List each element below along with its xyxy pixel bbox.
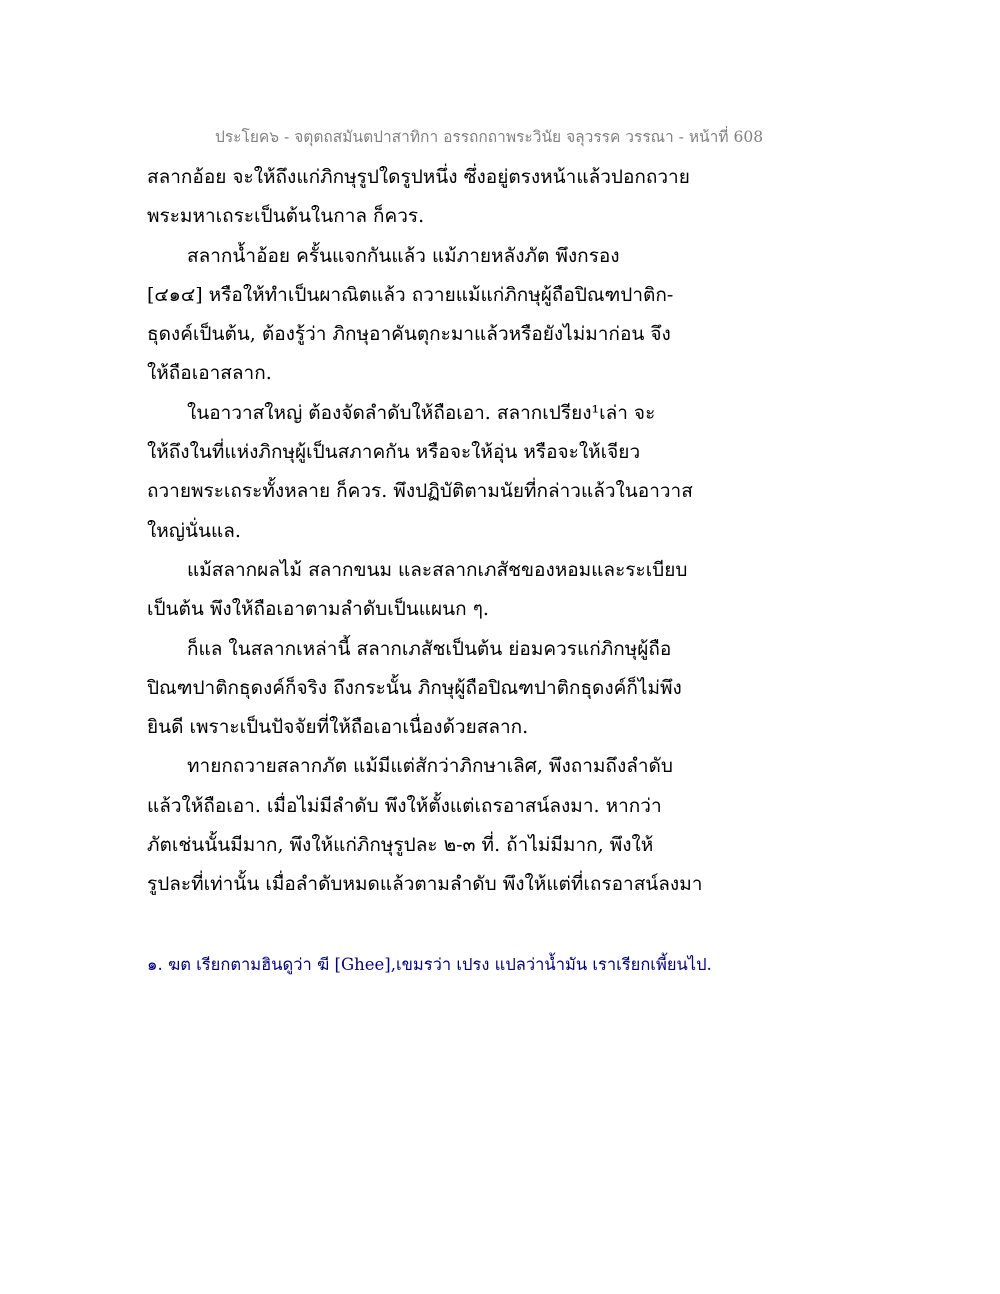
text-line: ใหญ่นั่นแล. (147, 519, 241, 542)
text-line: ในอาวาสใหญ่ ต้องจัดลำดับให้ถือเอา. สลากเปรียง¹เล่า จะ (187, 401, 656, 424)
text-line: แล้วให้ถือเอา. เมื่อไม่มีลำดับ พึงให้ตั้งแต่เถรอาสน์ลงมา. หากว่า (147, 794, 662, 817)
text-line: สลากน้ำอ้อย ครั้นแจกกันแล้ว แม้ภายหลังภัต พึงกรอง (187, 244, 620, 267)
text-line: พระมหาเถระเป็นต้นในกาล ก็ควร. (147, 205, 425, 228)
body-text (147, 158, 867, 905)
text-line: ให้ถึงในที่แห่งภิกษุผู้เป็นสภาคกัน หรือจะให้อุ่น หรือจะให้เจียว (147, 441, 641, 464)
text-line: ก็แล ในสลากเหล่านี้ สลากเภสัชเป็นต้น ย่อมควรแก่ภิกษุผู้ถือ (187, 637, 672, 660)
text-line: เป็นต้น พึงให้ถือเอาตามลำดับเป็นแผนก ๆ. (147, 598, 489, 621)
text-line: ยินดี เพราะเป็นปัจจัยที่ให้ถือเอาเนื่องด้วยสลาก. (147, 716, 529, 739)
text-line: ภัตเช่นนั้นมีมาก, พึงให้แก่ภิกษุรูปละ ๒-๓ ที่. ถ้าไม่มีมาก, พึงให้ (147, 834, 654, 857)
text-line: สลากอ้อย จะให้ถึงแก่ภิกษุรูปใดรูปหนึ่ง ซึ่งอยู่ตรงหน้าแล้วปอกถวาย (147, 166, 690, 188)
text-line: ธุดงค์เป็นต้น, ต้องรู้ว่า ภิกษุอาคันตุกะมาแล้วหรือยังไม่มาก่อน จึง (147, 323, 671, 346)
text-line: [๔๑๔] หรือให้ทำเป็นผาณิตแล้ว ถวายแม้แก่ภิกษุผู้ถือปิณฑปาติก- (147, 283, 674, 306)
text-line: ทายกถวายสลากภัต แม้มีแต่สักว่าภิกษาเลิศ, พึงถามถึงลำดับ (187, 755, 673, 778)
footnote: ๑. ฆต เรียกตามฮินดูว่า ฆี [Ghee],เขมรว่า เปรง แปลว่าน้ำมัน เราเรียกเพี้ยนไป. (147, 955, 712, 974)
text-line: ให้ถือเอาสลาก. (147, 362, 272, 385)
text-line: ถวายพระเถระทั้งหลาย ก็ควร. พึงปฏิบัติตามนัยที่กล่าวแล้วในอาวาส (147, 480, 693, 503)
text-line: ปิณฑปาติกธุดงค์ก็จริง ถึงกระนั้น ภิกษุผู้ถือปิณฑปาติกธุดงค์ก็ไม่พึง (147, 676, 682, 699)
text-line: แม้สลากผลไม้ สลากขนม และสลากเภสัชของหอมและระเบียบ (187, 558, 688, 581)
text-line: รูปละที่เท่านั้น เมื่อลำดับหมดแล้วตามลำดับ พึงให้แต่ที่เถรอาสน์ลงมา (147, 873, 703, 896)
page-header: ประโยค๖ - จตุตถสมันตปาสาทิกา อรรถกถาพระวินัย จลุวรรค วรรณา - หน้าที่ 608 (215, 128, 764, 146)
